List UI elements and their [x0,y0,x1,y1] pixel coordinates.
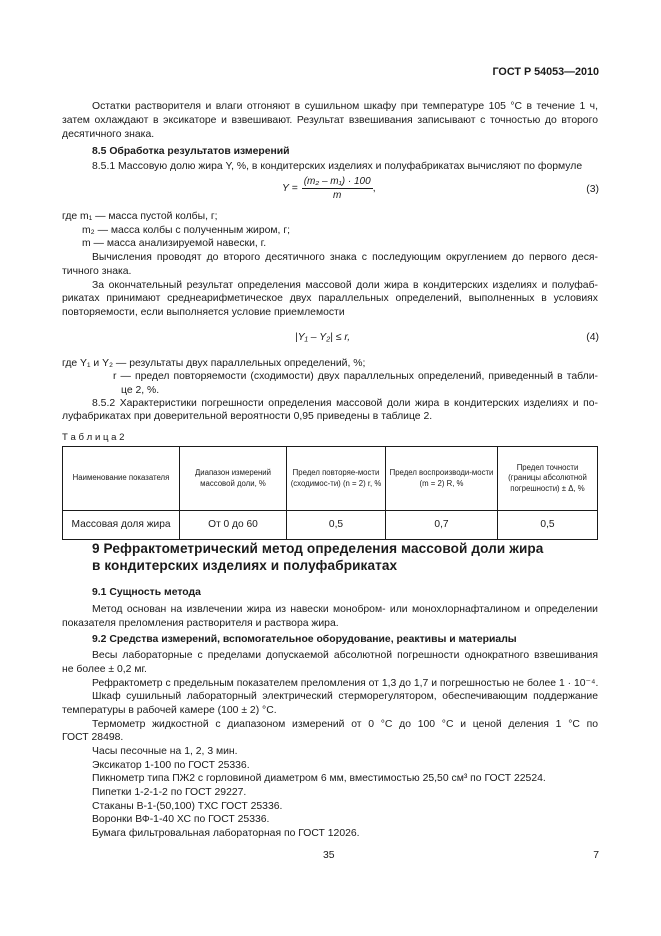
equipment-scales-line-1: Весы лабораторные с пределами допускаемой абсолютной погрешности однократного взвешивания [92,650,598,661]
equipment-thermometer-line-1: Термометр жидкостной с диапазоном измерений от 0 °С до 100 °С и ценой деления 1 °С по [92,719,598,730]
equipment-oven-line-1: Шкаф сушильный лабораторный электрический стерморегулятором, обеспечивающим поддержание [92,691,598,702]
table-header-cell: Диапазон измерений массовой доли, % [180,447,287,511]
table-cell: Массовая доля жира [63,511,180,540]
where-r-line-2: це 2, %. [121,385,160,396]
formula-3-tail: , [372,183,376,194]
para-8-5-1: 8.5.1 Массовую долю жира Y, %, в кондитерских изделиях и полуфабрикатах вычисляют по формуле [92,161,583,172]
table-header-cell: Предел воспроизводи-мости (m = 2) R, % [386,447,498,511]
formula-3-fraction [302,176,373,201]
calc-line-2: тичного знака. [62,266,132,277]
table-header-row [63,447,598,511]
equipment-pycnometer: Пикнометр типа ПЖ2 с горловиной диаметром 6 мм, вместимостью 25,50 см³ по ГОСТ 22524. [92,773,546,784]
formula-4: |Y₁ – Y₂| ≤ r, [295,332,351,343]
table-caption: Т а б л и ц а 2 [62,432,125,443]
formula-3-lhs: Y = [282,183,298,194]
equipment-hourglass: Часы песочные на 1, 2, 3 мин. [92,746,238,757]
table-header-cell: Наименование показателя [63,447,180,511]
table-header-cell: Предел точности (границы абсолютной погрешности) ± Δ, % [498,447,598,511]
equipment-oven-line-2: температуры в рабочей камере (100 ± 2) °С. [62,705,277,716]
section-9-1-heading: 9.1 Сущность метода [92,587,201,598]
para-8-5-2-line-1: 8.5.2 Характеристики погрешности определения массовой доли жира в кондитерских изделиях и по- [92,398,598,409]
table-cell: 0,7 [386,511,498,540]
equipment-refractometer: Рефрактометр с предельным показателем преломления от 1,3 до 1,7 и погрешностью не более 1 · 10⁻⁴. [92,678,599,689]
final-line-2: рикатах принимают среднеарифметическое двух параллельных определений, выполненных в условиях [62,293,598,304]
where-y1-y2: где Y₁ и Y₂ — результаты двух параллельных определений, %; [62,358,366,369]
document-standard-number: ГОСТ Р 54053—2010 [492,66,599,78]
where-m2: m₂ — масса колбы с полученным жиром, г; [82,225,291,236]
table-cell: 0,5 [287,511,386,540]
intro-line-3: десятичного знака. [62,129,155,140]
section-8-5-heading: 8.5 Обработка результатов измерений [92,146,290,157]
where-m1: где m₁ — масса пустой колбы, г; [62,211,218,222]
para-9-1-line-2: показателя преломления растворителя и раствора жира. [62,618,339,629]
formula-4-number: (4) [586,332,599,343]
formula-3-numerator: (m₂ – m₁) · 100 [303,176,371,187]
final-line-1: За окончательный результат определения массовой доли жира в кондитерских изделиях и полуфаб- [92,280,598,291]
page-number-center: 35 [323,850,335,861]
intro-line-2: затем охлаждают в эксикаторе и взвешивают. Результат взвешивания записывают с точностью до второго [62,115,598,126]
page-number-right: 7 [593,850,599,861]
formula-3-number: (3) [586,184,599,195]
section-9-2-heading: 9.2 Средства измерений, вспомогательное оборудование, реактивы и материалы [92,634,517,645]
section-9-heading-line-1: 9 Рефрактометрический метод определения массовой доли жира [92,541,544,556]
formula-3 [282,176,376,201]
equipment-thermometer-line-2: ГОСТ 28498. [62,732,124,743]
section-9-heading-line-2: в кондитерских изделиях и полуфабрикатах [92,558,398,573]
where-r-line-1: r — предел повторяемости (сходимости) двух параллельных определений, приведенный в табли- [113,371,598,382]
where-m: m — масса анализируемой навески, г. [82,238,267,249]
table-cell: 0,5 [498,511,598,540]
equipment-desiccator: Эксикатор 1-100 по ГОСТ 25336. [92,760,250,771]
table-header-cell: Предел повторяе-мости (сходимос-ти) (n = 2) r, % [287,447,386,511]
equipment-funnels: Воронки ВФ-1-40 ХС по ГОСТ 25336. [92,814,270,825]
para-8-5-2-line-2: луфабрикатах при доверительной вероятности 0,95 приведены в таблице 2. [62,411,433,422]
intro-line-1: Остатки растворителя и влаги отгоняют в сушильном шкафу при температуре 105 °С в течение 1 ч, [92,101,598,112]
final-line-3: повторяемости, если выполняется условие приемлемости [62,307,345,318]
table-cell: От 0 до 60 [180,511,287,540]
equipment-pipettes: Пипетки 1-2-1-2 по ГОСТ 29227. [92,787,247,798]
equipment-scales-line-2: не более ± 0,2 мг. [62,664,147,675]
para-9-1-line-1: Метод основан на извлечении жира из навески монобром- или монохлорнафталином и определении [92,604,598,615]
table-2 [62,446,598,540]
table-row [63,511,598,540]
formula-3-denominator: m [333,190,342,201]
equipment-filter-paper: Бумага фильтровальная лабораторная по ГОСТ 12026. [92,828,360,839]
calc-line-1: Вычисления проводят до второго десятичного знака с последующим округлением до первого деся- [92,252,598,263]
equipment-beakers: Стаканы В-1-(50,100) ТХС ГОСТ 25336. [92,801,283,812]
